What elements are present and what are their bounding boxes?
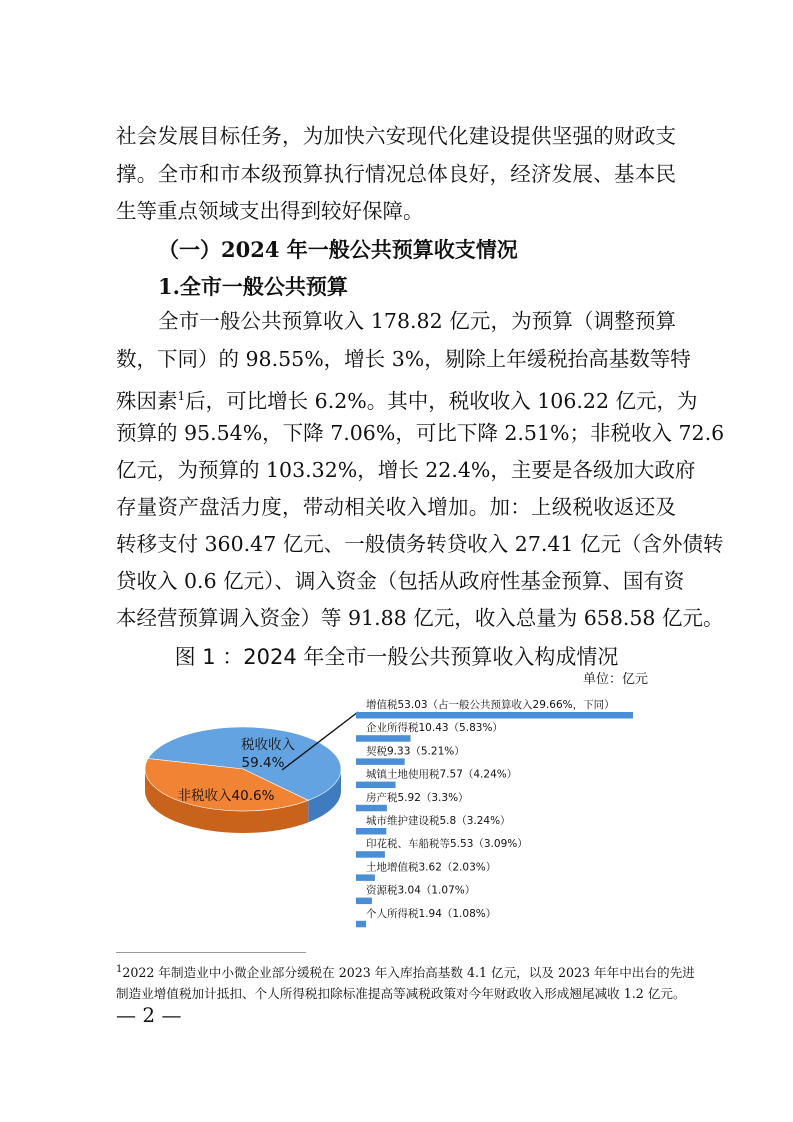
bar [356,782,396,789]
footnote-rule [116,952,306,953]
body-line: 社会发展目标任务，为加快六安现代化建设提供坚强的财政支 [116,124,676,148]
pie-chart [145,727,341,833]
bar-label: 土地增值税3.62（2.03%） [366,861,497,874]
pie-value-tax: 59.4% [241,755,285,771]
para-line: 亿元，为预算的 103.32%，增长 22.4%，主要是各级加大政府 [116,458,696,482]
pie-label-nontax: 非税收入40.6% [177,788,275,804]
para-line: 存量资产盘活力度，带动相关收入增加。加：上级税收返还及 [116,495,676,519]
bar [356,805,387,812]
bar-chart [356,698,633,927]
bar [356,758,405,765]
bar-label: 契税9.33（5.21%） [366,745,465,758]
para-line: 转移支付 360.47 亿元、一般债务转贷收入 27.41 亿元（含外债转 [116,532,724,556]
footnote-line: 制造业增值税加计抵扣、个人所得税扣除标准提高等减税政策对今年财政收入形成翘尾减收 1.2 亿元。 [116,986,686,1001]
body-line: 撑。全市和市本级预算执行情况总体良好，经济发展、基本民 [116,162,676,186]
para-line: 数，下同）的 98.55%，增长 3%，剔除上年缓税抬高基数等特 [116,347,691,371]
bar-label: 企业所得税10.43（5.83%） [366,722,503,735]
para-text: 殊因素 [116,388,178,413]
footnote-ref[interactable]: 1 [177,389,186,403]
pie-label-tax: 税收收入 [241,737,295,753]
bar [356,921,366,928]
bar-label: 资源税3.04（1.07%） [366,884,476,897]
bar-label: 增值税53.03（占一般公共预算收入29.66%，下同） [366,699,615,711]
para-text: 后，可比增长 6.2%。其中，税收收入 106.22 亿元，为 [185,388,698,413]
bar-label: 印花税、车船税等5.53（3.09%） [366,838,528,851]
bar [356,898,372,905]
body-line: 生等重点领域支出得到较好保障。 [116,199,424,223]
bar-label: 房产税5.92（3.3%） [366,791,469,804]
bar-label: 城市维护建设税5.8（3.24%） [366,815,511,827]
section-heading: （一）2024 年一般公共预算收支情况 [158,237,518,262]
subsection-heading: 1.全市一般公共预算 [158,274,348,299]
bar [356,712,633,719]
figure-unit: 单位：亿元 [582,672,648,687]
bar [356,828,386,835]
page-number: — 2 — [116,1003,182,1027]
para-line: 预算的 95.54%，下降 7.06%，可比下降 2.51%；非税收入 72.6 [116,421,725,445]
bar [356,851,385,858]
footnote-text: 2022 年制造业中小微企业部分缓税在 2023 年入库抬高基数 4.1 亿元，以及 2023 年年中出台的先进 [122,965,695,980]
figure-title: 图 1 ：2024 年全市一般公共预算收入构成情况 [174,645,619,669]
footnote-mark: 1 [116,963,123,975]
footnote-line [116,962,695,981]
para-line: 全市一般公共预算收入 178.82 亿元，为预算（调整预算 [158,309,676,333]
bar [356,874,375,881]
para-line: 贷收入 0.6 亿元）、调入资金（包括从政府性基金预算、国有资 [116,569,685,593]
para-line: 本经营预算调入资金）等 91.88 亿元，收入总量为 658.58 亿元。 [116,606,724,630]
bar [356,735,411,742]
bar-label: 城镇土地使用税7.57（4.24%） [366,768,518,781]
bar-label: 个人所得税1.94（1.08%） [366,907,497,920]
